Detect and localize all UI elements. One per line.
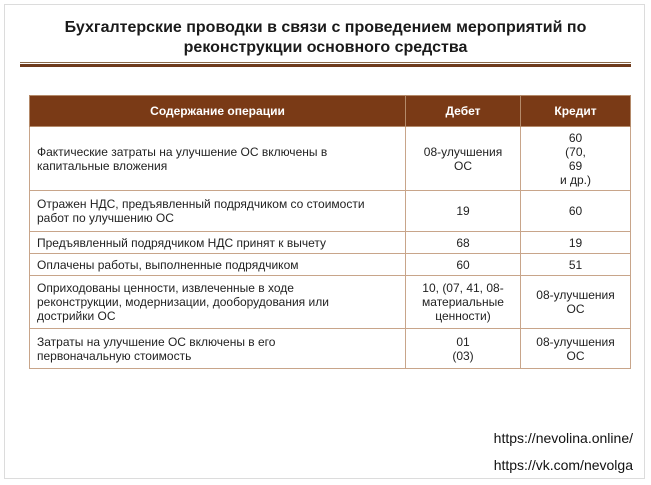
credit-cell: 51 bbox=[521, 254, 631, 276]
debit-cell: 60 bbox=[406, 254, 521, 276]
table-row bbox=[30, 127, 631, 191]
operation-cell: Отражен НДС, предъявленный подрядчиком со стоимости работ по улучшению ОС bbox=[30, 191, 406, 232]
table-row bbox=[30, 276, 631, 329]
table-row bbox=[30, 329, 631, 369]
site-link[interactable]: https://nevolina.online/ bbox=[493, 430, 633, 446]
table-row bbox=[30, 232, 631, 254]
credit-cell: 08-улучшения ОС bbox=[521, 276, 631, 329]
table-row bbox=[30, 254, 631, 276]
operation-cell: Оплачены работы, выполненные подрядчиком bbox=[30, 254, 406, 276]
debit-cell: 08-улучшения ОС bbox=[406, 127, 521, 191]
table-header-row bbox=[30, 96, 631, 127]
operation-cell: Оприходованы ценности, извлеченные в ходе реконструкции, модернизации, дооборудования или дострийки ОС bbox=[30, 276, 406, 329]
postings-table bbox=[29, 95, 631, 369]
title-divider-thick bbox=[20, 64, 631, 67]
debit-cell: 19 bbox=[406, 191, 521, 232]
title-divider-thin bbox=[20, 62, 631, 63]
table-row bbox=[30, 191, 631, 232]
debit-cell: 10, (07, 41, 08- материальные ценности) bbox=[406, 276, 521, 329]
operation-cell: Предъявленный подрядчиком НДС принят к вычету bbox=[30, 232, 406, 254]
credit-cell: 19 bbox=[521, 232, 631, 254]
credit-cell: 60 bbox=[521, 191, 631, 232]
header-operation: Содержание операции bbox=[30, 96, 406, 127]
title-line-2: реконструкции основного средства bbox=[183, 39, 468, 56]
debit-cell: 68 bbox=[406, 232, 521, 254]
vk-link[interactable]: https://vk.com/nevolga bbox=[493, 457, 633, 473]
operation-cell: Фактические затраты на улучшение ОС включены в капитальные вложения bbox=[30, 127, 406, 191]
credit-cell: 60 (70, 69 и др.) bbox=[521, 127, 631, 191]
credit-cell: 08-улучшения ОС bbox=[521, 329, 631, 369]
header-debit: Дебет bbox=[406, 96, 521, 127]
header-credit: Кредит bbox=[521, 96, 631, 127]
operation-cell: Затраты на улучшение ОС включены в его первоначальную стоимость bbox=[30, 329, 406, 369]
title-line-1: Бухгалтерские проводки в связи с проведением мероприятий по bbox=[64, 19, 587, 36]
debit-cell: 01 (03) bbox=[406, 329, 521, 369]
page-title bbox=[20, 18, 631, 58]
